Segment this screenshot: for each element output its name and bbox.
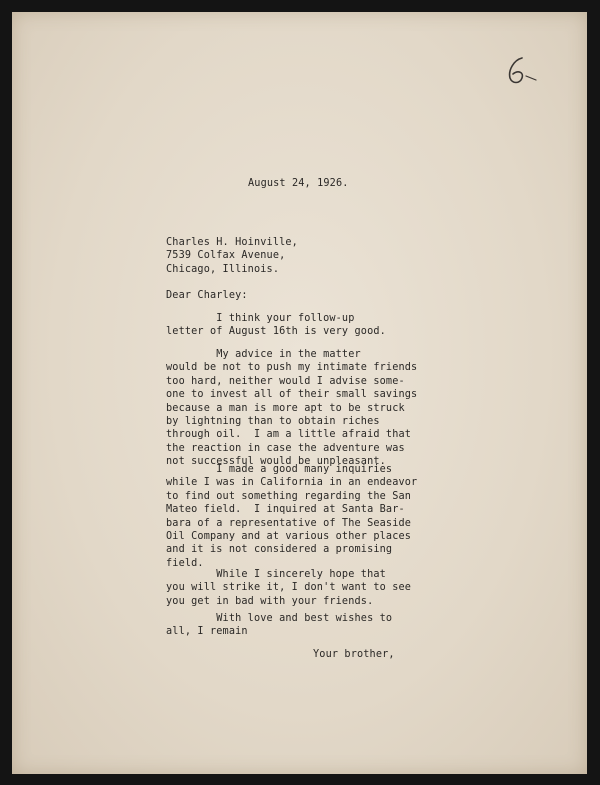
closing: Your brother, bbox=[313, 649, 395, 660]
recipient-name: Charles H. Hoinville, bbox=[166, 237, 298, 248]
recipient-street: 7539 Colfax Avenue, bbox=[166, 250, 286, 262]
paragraph-1 bbox=[166, 312, 386, 339]
paragraph-3 bbox=[166, 463, 417, 570]
paragraph-line: all, I remain bbox=[166, 626, 248, 638]
letter-date: August 24, 1926. bbox=[248, 178, 349, 189]
recipient-city: Chicago, Illinois. bbox=[166, 263, 280, 275]
paragraph-line: would be not to push my intimate friends bbox=[166, 362, 418, 374]
paragraph-line: letter of August 16th is very good. bbox=[166, 326, 386, 338]
paragraph-line: bara of a representative of The Seaside bbox=[166, 517, 412, 529]
paragraph-line: While I sincerely hope that bbox=[166, 569, 386, 580]
paragraph-line: you will strike it, I don't want to see bbox=[166, 582, 412, 594]
paragraph-line: by lightning than to obtain riches bbox=[166, 416, 380, 428]
salutation: Dear Charley: bbox=[166, 290, 248, 301]
paragraph-line: I made a good many inquiries bbox=[166, 464, 393, 475]
paragraph-line: I think your follow-up bbox=[166, 313, 355, 324]
recipient-address bbox=[166, 236, 298, 276]
paragraph-line: the reaction in case the adventure was bbox=[166, 442, 405, 454]
handwritten-page-number bbox=[502, 52, 542, 92]
letter-page bbox=[12, 12, 587, 774]
paragraph-line: one to invest all of their small savings bbox=[166, 389, 418, 401]
paragraph-line: to find out something regarding the San bbox=[166, 490, 412, 502]
paragraph-line: too hard, neither would I advise some- bbox=[166, 375, 405, 387]
paragraph-line: My advice in the matter bbox=[166, 349, 361, 360]
paragraph-line: field. bbox=[166, 557, 204, 569]
paragraph-2 bbox=[166, 348, 417, 469]
paragraph-line: through oil. I am a little afraid that bbox=[166, 429, 412, 441]
paragraph-line: not successful would be unpleasant. bbox=[166, 456, 386, 468]
paragraph-line: Mateo field. I inquired at Santa Bar- bbox=[166, 504, 405, 516]
paragraph-line: you get in bad with your friends. bbox=[166, 595, 374, 607]
paragraph-line: while I was in California in an endeavor bbox=[166, 477, 418, 489]
paragraph-line: With love and best wishes to bbox=[166, 613, 393, 624]
paragraph-line: because a man is more apt to be struck bbox=[166, 402, 405, 414]
paragraph-5 bbox=[166, 612, 392, 639]
paragraph-line: and it is not considered a promising bbox=[166, 544, 393, 556]
paragraph-line: Oil Company and at various other places bbox=[166, 531, 412, 543]
paragraph-4 bbox=[166, 568, 411, 608]
